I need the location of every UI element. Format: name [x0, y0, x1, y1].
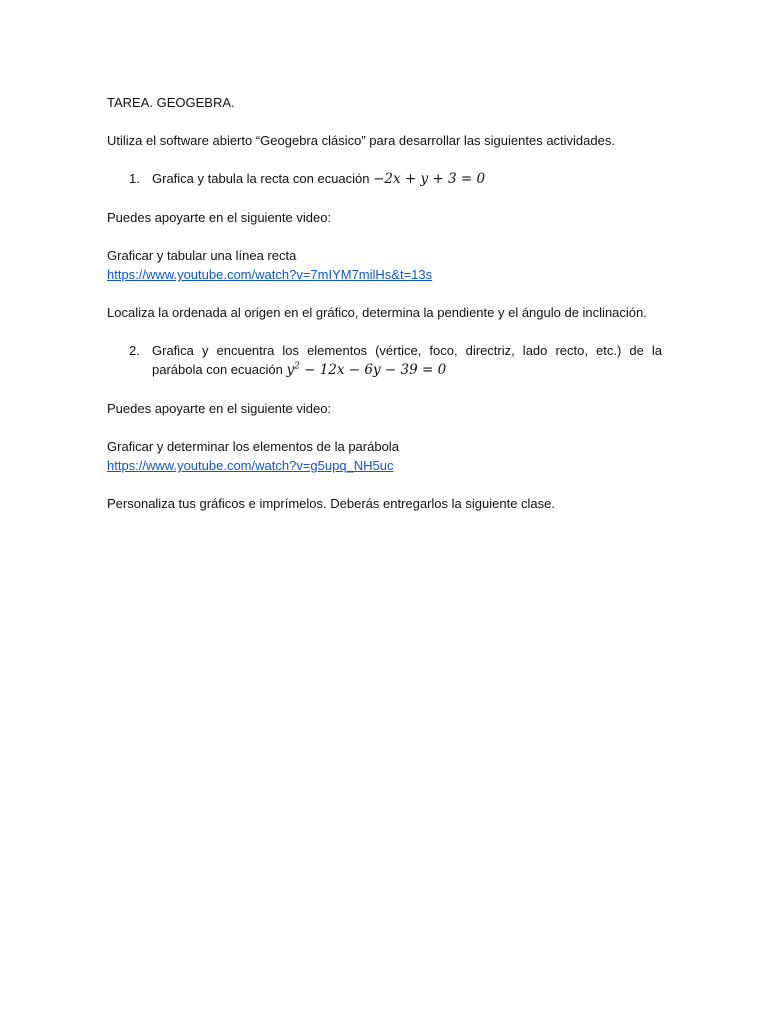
parabola-equation	[286, 362, 446, 378]
video-1-link[interactable]: https://www.youtube.com/watch?v=7mIYM7milHs&t=13s	[107, 267, 433, 282]
video-1-title: Graficar y tabular una línea recta	[107, 248, 297, 263]
video-2-link[interactable]: https://www.youtube.com/watch?v=g5upq_NH5uc	[107, 458, 394, 473]
closing-paragraph: Personaliza tus gráficos e imprímelos. Deberás entregarlos la siguiente clase.	[107, 496, 555, 511]
spacer	[107, 418, 662, 437]
support-label-2: Puedes apoyarte en el siguiente video:	[107, 401, 332, 416]
spacer	[107, 150, 662, 169]
list-item-number: 2.	[129, 343, 140, 358]
document-title: TAREA. GEOGEBRA.	[107, 95, 235, 110]
video-2-title: Graficar y determinar los elementos de la parábola	[107, 439, 399, 454]
list-item-text: Grafica y tabula la recta con ecuación	[152, 171, 374, 186]
list-item-text: Grafica y encuentra los elementos (vértice, foco, directriz, lado recto, etc.) de la parábola con ecuación	[152, 343, 662, 377]
line-equation: −2x + y + 3 = 0	[373, 171, 486, 187]
spacer	[107, 227, 662, 246]
document-body	[107, 93, 662, 513]
spacer	[107, 475, 662, 494]
spacer	[107, 284, 662, 303]
list-item-2	[107, 341, 662, 380]
support-label-1: Puedes apoyarte en el siguiente video:	[107, 210, 332, 225]
spacer	[107, 189, 662, 208]
intro-paragraph: Utiliza el software abierto “Geogebra clásico” para desarrollar las siguientes actividades.	[107, 133, 615, 148]
spacer	[107, 322, 662, 341]
list-item-1	[107, 169, 662, 189]
equation-rest: − 12x − 6y − 39 = 0	[299, 362, 447, 378]
equation-base: y	[286, 362, 295, 378]
spacer	[107, 112, 662, 131]
spacer	[107, 380, 662, 399]
equation-exponent: 2	[294, 361, 300, 372]
locate-paragraph: Localiza la ordenada al origen en el gráfico, determina la pendiente y el ángulo de inclinación.	[107, 305, 647, 320]
list-item-number: 1.	[129, 171, 140, 186]
